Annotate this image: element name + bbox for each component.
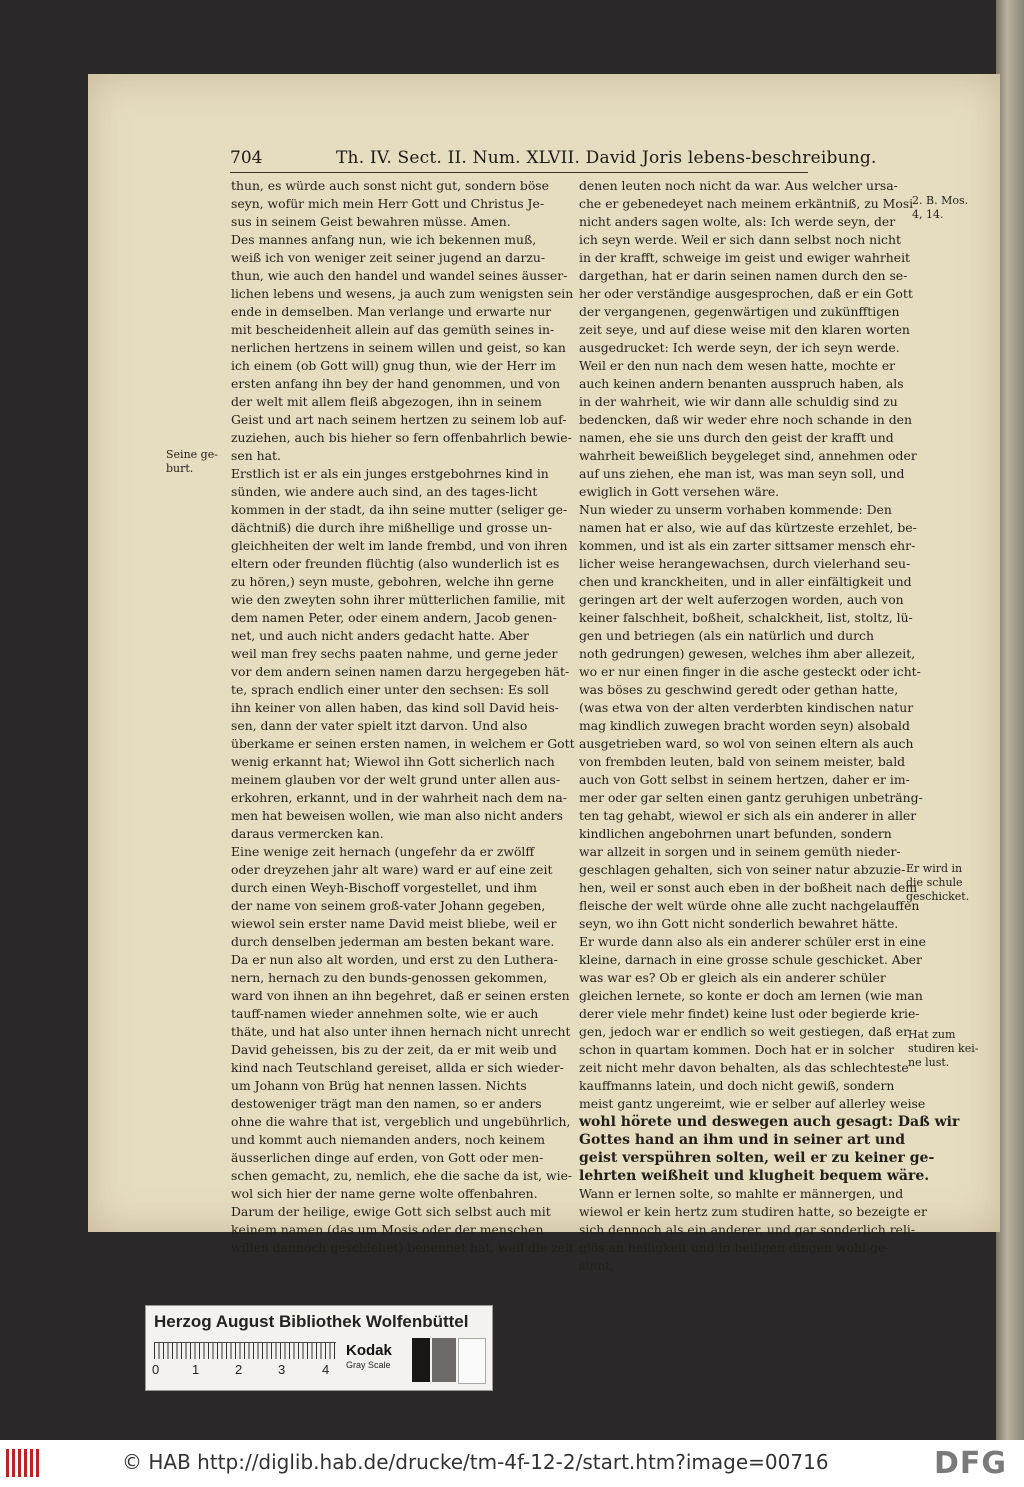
text-line: durch einen Weyh-Bischoff vorgestellet, und ihm xyxy=(231,880,537,895)
text-line: wiewol er kein hertz zum studiren hatte, so bezeigte er xyxy=(579,1204,927,1219)
text-line: in der wahrheit, wie wir dann alle schuldig sind zu xyxy=(579,394,898,409)
text-line: zuziehen, auch bis hieher so fern offenbahrlich bewie- xyxy=(231,430,572,445)
text-line: daraus vermercken kan. xyxy=(231,826,384,841)
text-line: tauff-namen wieder annehmen solte, wie er auch xyxy=(231,1006,539,1021)
text-line: Geist und art nach seinem hertzen zu seinem lob auf- xyxy=(231,412,567,427)
text-line: sen, dann der vater spielt itzt darvon. Und also xyxy=(231,718,528,733)
text-line: willen dannoch geschiehet) benennet hat, weil die zeit xyxy=(231,1240,575,1255)
text-line: che er gebenedeyet nach meinem erkäntniß, zu Mosi xyxy=(579,196,914,211)
text-line: wie den zweyten sohn ihrer mütterlichen familie, mit xyxy=(231,592,566,607)
margin-note-birth: Seine ge- burt. xyxy=(166,448,218,475)
text-line: wenig erkannt hat; Wiewol ihn Gott sicherlich nach xyxy=(231,754,555,769)
text-line: ausgedrucket: Ich werde seyn, der ich seyn werde. xyxy=(579,340,900,355)
text-line: ich seyn werde. Weil er sich dann selbst noch nicht xyxy=(579,232,901,247)
swatch-white xyxy=(458,1338,486,1384)
text-line: (was etwa von der alten verderbten kindischen natur xyxy=(579,700,914,715)
ruler-scale xyxy=(154,1342,336,1359)
ruler-number: 3 xyxy=(278,1362,286,1377)
text-line: seyn, wo ihn Gott nicht sonderlich bewahret hätte. xyxy=(579,916,899,931)
text-line: kleine, darnach in eine grosse schule geschicket. Aber xyxy=(579,952,922,967)
text-line: Erstlich ist er als ein junges erstgebohrnes kind in xyxy=(231,466,549,481)
text-line: sünden, wie andere auch sind, an des tages-licht xyxy=(231,484,538,499)
text-line: äusserlichen dinge auf erden, von Gott oder men- xyxy=(231,1150,544,1165)
text-line: namen, ehe sie uns durch den geist der krafft und xyxy=(579,430,894,445)
text-line: thäte, und hat also unter ihnen hernach nicht unrecht xyxy=(231,1024,571,1039)
text-line: erkohren, erkannt, und in der wahrheit nach dem na- xyxy=(231,790,567,805)
text-line: ewiglich in Gott versehen wäre. xyxy=(579,484,780,499)
text-line: schen gemacht, zu, nemlich, ehe die sache da ist, wie- xyxy=(231,1168,573,1183)
text-line: te, sprach endlich einer unter den sechsen: Es soll xyxy=(231,682,549,697)
text-line: ihn keiner von allen haben, das kind soll David heis- xyxy=(231,700,559,715)
text-line: meinem glauben vor der welt grund unter allen aus- xyxy=(231,772,561,787)
footer-bar xyxy=(0,1440,1024,1487)
text-line: lehrten weißheit und klugheit bequem wäre. xyxy=(579,1168,930,1184)
text-line: kind nach Teutschland gereiset, allda er sich wieder- xyxy=(231,1060,564,1075)
text-line: Er wurde dann also als ein anderer schüler erst in eine xyxy=(579,934,926,949)
text-line: zu hören,) seyn muste, gebohren, welche ihn gerne xyxy=(231,574,554,589)
text-line: geringen art der welt auferzogen worden, auch von xyxy=(579,592,904,607)
text-line: thun, es würde auch sonst nicht gut, sondern böse xyxy=(231,178,549,193)
text-line: um Johann von Brüg hat nennen lassen. Nichts xyxy=(231,1078,527,1093)
gray-scale-label: Gray Scale xyxy=(346,1360,391,1370)
text-line: David geheissen, bis zu der zeit, da er mit weib und xyxy=(231,1042,557,1057)
text-line: derer viele mehr findet) keine lust oder begierde krie- xyxy=(579,1006,920,1021)
text-line: ward von ihnen an ihn begehret, daß er seinen ersten xyxy=(231,988,570,1003)
hab-barcode-icon xyxy=(6,1449,40,1477)
text-line: nern, hernach zu den bunds-genossen gekommen, xyxy=(231,970,548,985)
text-line: sus in seinem Geist bewahren müsse. Amen. xyxy=(231,214,511,229)
text-line: war allzeit in sorgen und in seinem gemüth nieder- xyxy=(579,844,901,859)
text-line: gen und betriegen (als ein natürlich und durch xyxy=(579,628,874,643)
text-line: Weil er den nun nach dem wesen hatte, mochte er xyxy=(579,358,896,373)
text-line: der vergangenen, gegenwärtigen und zukünfftigen xyxy=(579,304,900,319)
ruler-number: 4 xyxy=(322,1362,330,1377)
text-line: weil man frey sechs paaten nahme, und gerne jeder xyxy=(231,646,558,661)
text-line: meist gantz ungereimt, wie er selber auf allerley weise xyxy=(579,1096,926,1111)
kodak-logo: Kodak xyxy=(346,1342,392,1359)
text-line: hen, weil er sonst auch eben in der boßheit nach dem xyxy=(579,880,918,895)
swatch-gray xyxy=(432,1338,456,1382)
text-line: und kommt auch niemanden anders, noch keinem xyxy=(231,1132,545,1147)
text-line: überkame er seinen ersten namen, in welchem er Gott xyxy=(231,736,575,751)
text-line: ich einem (ob Gott will) gnug thun, wie der Herr im xyxy=(231,358,556,373)
text-line: dargethan, hat er darin seinen namen durch den se- xyxy=(579,268,908,283)
text-line: keinem namen (das um Mosis oder der menschen xyxy=(231,1222,544,1237)
text-line: chen und kranckheiten, und in aller einfältigkeit und xyxy=(579,574,912,589)
ruler-number: 1 xyxy=(192,1362,200,1377)
text-line: gleichen lernete, so konte er doch am lernen (wie man xyxy=(579,988,923,1003)
text-line: mer oder gar selten einen gantz geruhigen unbeträng- xyxy=(579,790,923,805)
card-title: Herzog August Bibliothek Wolfenbüttel xyxy=(154,1312,469,1331)
text-line: thun, wie auch den handel und wandel seines äusser- xyxy=(231,268,568,283)
text-line: men hat beweisen wollen, wie man also nicht anders xyxy=(231,808,563,823)
text-line: nerlichen hertzens in seinem willen und geist, so kan xyxy=(231,340,566,355)
text-line: sich dennoch als ein anderer, und gar sonderlich reli- xyxy=(579,1222,916,1237)
text-line: lichen lebens und wesens, ja auch zum wenigsten sein xyxy=(231,286,574,301)
text-line: sinnt, xyxy=(579,1258,615,1273)
margin-note-moses: 2. B. Mos. 4, 14. xyxy=(912,194,969,221)
text-line: eltern oder freunden flüchtig (also wunderlich ist es xyxy=(231,556,560,571)
running-title: Th. IV. Sect. II. Num. XLVII. David Joris lebens-beschreibung. xyxy=(336,148,877,168)
text-line: namen hat er also, wie auf das kürtzeste erzehlet, be- xyxy=(579,520,917,535)
text-line: Nun wieder zu unserm vorhaben kommende: Den xyxy=(579,502,892,517)
text-line: Darum der heilige, ewige Gott sich selbst auch mit xyxy=(231,1204,551,1219)
text-line: net, und auch nicht anders gedacht hatte. Aber xyxy=(231,628,529,643)
text-line: denen leuten noch nicht da war. Aus welcher ursa- xyxy=(579,178,898,193)
text-line: dächtniß) die durch ihre mißhellige und grosse un- xyxy=(231,520,552,535)
text-line: fleische der welt würde ohne alle zucht nachgelauffen xyxy=(579,898,920,913)
text-line: Da er nun also alt worden, und erst zu den Luthera- xyxy=(231,952,558,967)
left-text-column xyxy=(231,177,575,1257)
text-line: Gottes hand an ihm und in seiner art und xyxy=(579,1132,906,1148)
text-line: schon in quartam kommen. Doch hat er in solcher xyxy=(579,1042,895,1057)
footer-link[interactable]: © HAB http://diglib.hab.de/drucke/tm-4f-12-2/start.htm?image=00716 xyxy=(122,1450,829,1474)
text-line: keiner falschheit, boßheit, schalckheit, list, stoltz, lü- xyxy=(579,610,913,625)
text-line: sen hat. xyxy=(231,448,281,463)
text-line: wohl hörete und deswegen auch gesagt: Daß wir xyxy=(579,1114,960,1130)
text-line: was war es? Ob er gleich als ein anderer schüler xyxy=(579,970,886,985)
text-line: der name von seinem groß-vater Johann gegeben, xyxy=(231,898,546,913)
text-line: wo er nur einen finger in die asche gesteckt oder icht- xyxy=(579,664,921,679)
text-line: in der krafft, schweige im geist und ewiger wahrheit xyxy=(579,250,911,265)
text-line: kindlichen angebohrnen unart befunden, sondern xyxy=(579,826,892,841)
text-line: auch keinen andern benanten ausspruch haben, als xyxy=(579,376,904,391)
text-line: ohne die wahre that ist, vergeblich und ungebührlich, xyxy=(231,1114,571,1129)
text-line: licher weise herangewachsen, durch vielerhand seu- xyxy=(579,556,911,571)
ruler-number: 0 xyxy=(152,1362,160,1377)
margin-note-study: Hat zum studiren kei- ne lust. xyxy=(908,1028,979,1069)
text-line: gen, jedoch war er endlich so weit gestiegen, daß er xyxy=(579,1024,910,1039)
page-header xyxy=(230,148,910,170)
text-line: geschlagen gehalten, sich von seiner natur abzuzie- xyxy=(579,862,906,877)
text-line: kommen, und ist als ein zarter sittsamer mensch ehr- xyxy=(579,538,916,553)
text-line: mag kindlich zuwegen bracht worden seyn) alsobald xyxy=(579,718,910,733)
text-line: oder dreyzehen jahr alt ware) ward er auf eine zeit xyxy=(231,862,553,877)
text-line: giös an heiligkeit und in heiligen dingen wohl ge- xyxy=(579,1240,890,1255)
text-line: kommen in der stadt, da ihn seine mutter (seliger ge- xyxy=(231,502,568,517)
text-line: ten tag gehabt, wiewol er sich als ein anderer in aller xyxy=(579,808,917,823)
text-line: mit bescheidenheit allein auf das gemüth seines in- xyxy=(231,322,555,337)
text-line: auf uns ziehen, ehe man ist, was man seyn soll, und xyxy=(579,466,905,481)
text-line: Des mannes anfang nun, wie ich bekennen muß, xyxy=(231,232,537,247)
text-line: ausgetrieben ward, so wol von seinen eltern als auch xyxy=(579,736,914,751)
text-line: wol sich hier der name gerne wolte offenbahren. xyxy=(231,1186,538,1201)
margin-note-school: Er wird in die schule geschicket. xyxy=(906,862,970,903)
text-line: von frembden leuten, bald von seinem meister, bald xyxy=(579,754,906,769)
text-line: auch von Gott selbst in seinem hertzen, daher er im- xyxy=(579,772,910,787)
color-calibration-card xyxy=(145,1305,493,1391)
text-line: ersten anfang ihn bey der hand genommen, und von xyxy=(231,376,561,391)
text-line: gleichheiten der welt im lande frembd, und von ihren xyxy=(231,538,568,553)
text-line: kauffmanns latein, und doch nicht gewiß, sondern xyxy=(579,1078,895,1093)
text-line: vor dem andern seinen namen darzu hergegeben hät- xyxy=(231,664,570,679)
text-line: destoweniger trägt man den namen, so er anders xyxy=(231,1096,542,1111)
text-line: weiß ich von weniger zeit seiner jugend an darzu- xyxy=(231,250,546,265)
text-line: Eine wenige zeit hernach (ungefehr da er zwölff xyxy=(231,844,535,859)
text-line: dem namen Peter, oder einem andern, Jacob genen- xyxy=(231,610,557,625)
text-line: der welt mit allem fleiß abgezogen, ihn in seinem xyxy=(231,394,542,409)
page-number: 704 xyxy=(230,148,263,168)
text-line: wiewol sein erster name David meist bliebe, weil er xyxy=(231,916,557,931)
adjacent-page-edge xyxy=(996,0,1024,1440)
text-line: zeit seye, und auf diese weise mit den klaren worten xyxy=(579,322,910,337)
text-line: zeit nicht mehr davon behalten, als das schlechteste xyxy=(579,1060,909,1075)
text-line: noth gedrungen) gewesen, welches ihm aber allezeit, xyxy=(579,646,916,661)
text-line: her oder verständige ausgesprochen, daß er ein Gott xyxy=(579,286,913,301)
text-line: ende in demselben. Man verlange und erwarte nur xyxy=(231,304,552,319)
dfg-logo: DFG xyxy=(934,1446,1008,1481)
text-line: wahrheit beweißlich beygeleget sind, annehmen oder xyxy=(579,448,917,463)
header-rule xyxy=(230,172,808,173)
text-line: Wann er lernen solte, so mahlte er männergen, und xyxy=(579,1186,904,1201)
text-line: geist verspühren solten, weil er zu keiner ge- xyxy=(579,1150,935,1166)
ruler-number: 2 xyxy=(235,1362,243,1377)
text-line: was böses zu geschwind geredt oder gethan hatte, xyxy=(579,682,899,697)
text-line: seyn, wofür mich mein Herr Gott und Christus Je- xyxy=(231,196,545,211)
text-line: durch denselben jederman am besten bekant ware. xyxy=(231,934,555,949)
text-line: nicht anders sagen wolte, als: Ich werde seyn, der xyxy=(579,214,896,229)
swatch-black xyxy=(412,1338,430,1382)
text-line: bedencken, daß wir weder ehre noch schande in den xyxy=(579,412,912,427)
